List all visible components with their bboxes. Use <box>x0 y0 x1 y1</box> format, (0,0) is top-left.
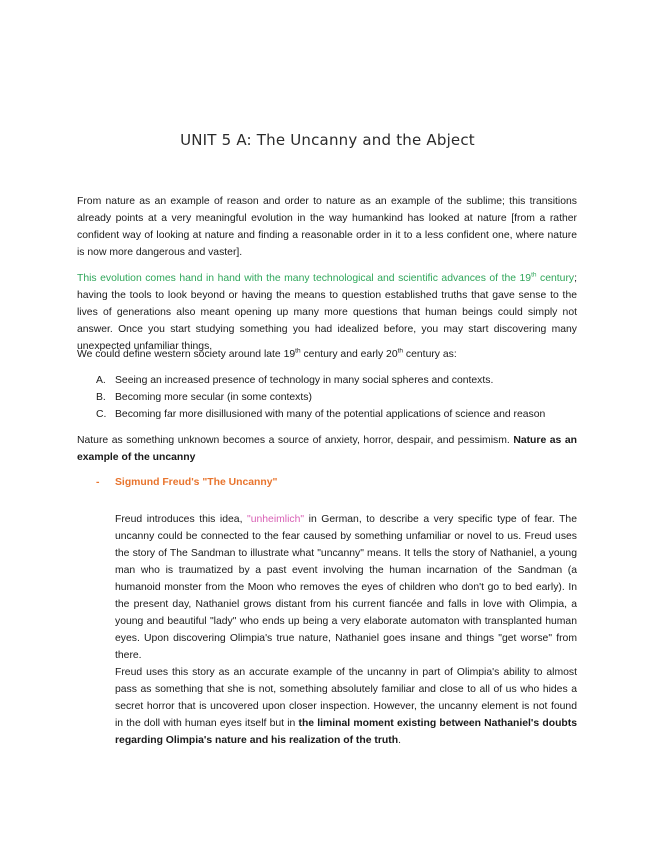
list-marker: A. <box>96 375 106 386</box>
intro-paragraph: From nature as an example of reason and order to nature as an example of the sublime; this transitions already points at a very meaningful evolution in the way humankind has looked at nature [from a rather confident way of looking at nature and finding a reasonable order in it to a less confident one, where nature is now more dangerous and vaster]. <box>77 196 577 258</box>
section-dash: - <box>96 477 100 488</box>
list-item <box>96 389 576 406</box>
list-marker: B. <box>96 392 106 403</box>
superscript: th <box>295 347 301 355</box>
text-part: Nature as something unknown becomes a source of anxiety, horror, despair, and pessimism. <box>77 435 514 446</box>
list-item <box>96 372 576 389</box>
freud-analysis-paragraph <box>115 664 577 749</box>
highlighted-text-end: century <box>536 273 575 284</box>
text-part: century as: <box>403 349 457 360</box>
text-part: We could define western society around late 19 <box>77 349 296 360</box>
text-part: century and early 20 <box>300 349 398 360</box>
list-item-text: Seeing an increased presence of technology in many social spheres and contexts. <box>115 375 494 386</box>
nature-paragraph <box>77 432 577 466</box>
text-part: in German, to describe a very specific type of fear. The uncanny could be connected to the fear caused by something unfamiliar or novel to us. Freud uses the story of The Sandman to illustrate what "uncanny" means. It tells the story of Nathaniel, a young man who is traumatized by a past event involving the human incarnation of the Sandman (a humanoid monster from the Moon who removes the eyes of children who don't go to bed early). In the present day, Nathaniel grows distant from his current fiancée and falls in love with Olimpia, a young and beautiful "lady" who ends up being a very elaborate automaton with transplanted human eyes. Upon discovering Olimpia's true nature, Nathaniel goes insane and things "get worse" from there. <box>115 514 577 661</box>
superscript: th <box>531 271 537 279</box>
highlighted-text-main: This evolution comes hand in hand with the many technological and scientific advances of the 19 <box>77 273 532 284</box>
evolution-paragraph <box>77 270 577 355</box>
highlighted-term: "unheimlich" <box>247 514 305 525</box>
list-marker: C. <box>96 409 107 420</box>
list-item-text: Becoming more secular (in some contexts) <box>115 392 312 403</box>
text-part: Freud uses this story as an accurate example of the uncanny in part of Olimpia's ability to almost pass as something that she is not, something absolutely familiar and close to all of us who hides a secret horror that is uncovered upon closer inspection. However, the uncanny element is not found in the doll with human eyes itself but in <box>115 667 577 729</box>
list-item <box>96 406 576 423</box>
page-title: UNIT 5 A: The Uncanny and the Abject <box>180 131 475 149</box>
highlighted-text <box>77 273 574 284</box>
society-traits-list <box>96 372 576 423</box>
text-part: . <box>398 735 401 746</box>
bold-text: Nature as an example of the uncanny <box>77 435 577 463</box>
list-item-text: Becoming far more disillusioned with many of the potential applications of science and reason <box>115 409 546 420</box>
section-heading <box>96 477 277 488</box>
section-heading-text: Sigmund Freud's "The Uncanny" <box>115 477 278 488</box>
freud-intro-paragraph <box>115 511 577 664</box>
superscript: th <box>397 347 404 355</box>
text-part: Freud introduces this idea, <box>115 514 248 525</box>
bold-text: the liminal moment existing between Nathaniel's doubts regarding Olimpia's nature and his realization of the truth <box>115 718 577 746</box>
definition-paragraph <box>77 346 577 363</box>
paragraph-rest: ; having the tools to look beyond or having the means to question established truths that gave sense to the lives of generations also meant opening up many more questions that human beings could simply not answer. Once you start studying something you had idealized before, you may start discovering many unexpected unfamiliar things. <box>77 273 577 352</box>
